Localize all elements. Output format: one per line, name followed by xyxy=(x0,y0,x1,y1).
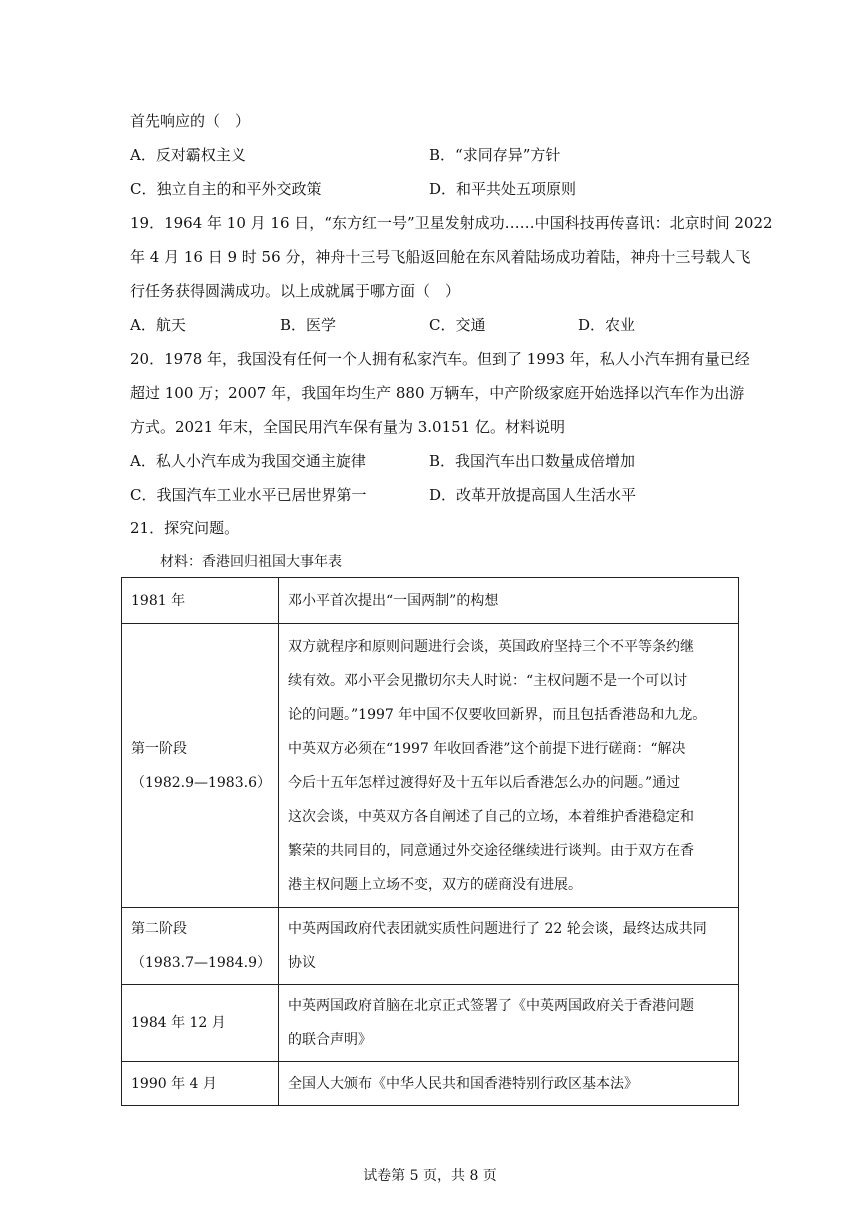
timeline-event-cell xyxy=(279,624,739,908)
table-row xyxy=(122,908,739,985)
q19-option-a: A．航天 xyxy=(130,316,186,334)
timeline-date-cell xyxy=(122,985,279,1062)
timeline-event-cell xyxy=(279,578,739,624)
q18-option-d: D．和平共处五项原则 xyxy=(429,180,577,198)
q19-stem-line-1: 19．1964 年 10 月 16 日，“东方红一号”卫星发射成功……中国科技再传喜讯：北京时间 2022 xyxy=(130,214,773,232)
q21-title: 21．探究问题。 xyxy=(130,519,240,537)
event-line: 中英两国政府代表团就实质性问题进行了 22 轮会谈，最终达成共同 xyxy=(288,921,707,937)
timeline-event-cell xyxy=(279,908,739,985)
hong-kong-timeline-table xyxy=(121,577,739,1106)
q18-option-c: C．独立自主的和平外交政策 xyxy=(130,180,322,198)
timeline-date-cell xyxy=(122,624,279,908)
date-line: 1981 年 xyxy=(131,592,186,609)
event-line: 协议 xyxy=(288,955,316,971)
q19-stem-line-3: 行任务获得圆满成功。以上成就属于哪方面（ ） xyxy=(130,282,461,300)
page-footer: 试卷第 5 页，共 8 页 xyxy=(363,1168,497,1184)
date-line: 第二阶段 xyxy=(131,921,187,937)
date-line: （1982.9—1983.6） xyxy=(131,774,271,791)
timeline-date-cell xyxy=(122,908,279,985)
q18-stem-tail: 首先响应的（ ） xyxy=(130,112,251,130)
timeline-date-cell xyxy=(122,1062,279,1106)
event-line: 中英两国政府首脑在北京正式签署了《中英两国政府关于香港问题 xyxy=(288,998,694,1014)
table-row xyxy=(122,1062,739,1106)
q19-option-b: B．医学 xyxy=(280,316,337,334)
event-line: 今后十五年怎样过渡得好及十五年以后香港怎么办的问题。”通过 xyxy=(288,774,681,791)
q19-option-c: C．交通 xyxy=(429,316,486,334)
q20-option-d: D．改革开放提高国人生活水平 xyxy=(429,486,637,504)
event-line: 邓小平首次提出“一国两制”的构想 xyxy=(288,592,499,609)
event-line: 续有效。邓小平会见撒切尔夫人时说：“主权问题不是一个可以讨 xyxy=(288,672,688,689)
event-line: 繁荣的共同目的，同意通过外交途径继续进行谈判。由于双方在香 xyxy=(288,842,694,859)
table-row xyxy=(122,578,739,624)
q20-option-c: C．我国汽车工业水平已居世界第一 xyxy=(130,486,367,504)
event-line: 论的问题。”1997 年中国不仅要收回新界，而且包括香港岛和九龙。 xyxy=(288,706,707,723)
table-caption: 材料：香港回归祖国大事年表 xyxy=(160,554,342,570)
q19-stem-line-2: 年 4 月 16 日 9 时 56 分，神舟十三号飞船返回舱在东风着陆场成功着陆，神舟十三号载人飞 xyxy=(130,248,751,266)
q18-option-a: A．反对霸权主义 xyxy=(130,146,246,164)
q20-option-b: B．我国汽车出口数量成倍增加 xyxy=(429,452,636,470)
q18-option-b: B．“求同存异”方针 xyxy=(429,146,561,164)
event-line: 中英双方必须在“1997 年收回香港”这个前提下进行磋商：“解决 xyxy=(288,740,686,757)
timeline-event-cell xyxy=(279,985,739,1062)
date-line: 1990 年 4 月 xyxy=(131,1075,217,1092)
q20-stem-line-1: 20．1978 年，我国没有任何一个人拥有私家汽车。但到了 1993 年，私人小汽车拥有量已经 xyxy=(130,350,750,368)
event-line: 的联合声明》 xyxy=(288,1032,372,1048)
q20-stem-line-2: 超过 100 万；2007 年，我国年均生产 880 万辆车，中产阶级家庭开始选择以汽车作为出游 xyxy=(130,384,745,402)
date-line: 1984 年 12 月 xyxy=(131,1015,226,1031)
date-line: 第一阶段 xyxy=(131,740,187,757)
event-line: 这次会谈，中英双方各自阐述了自己的立场，本着维护香港稳定和 xyxy=(288,808,694,825)
q19-option-d: D．农业 xyxy=(578,316,636,334)
event-line: 港主权问题上立场不变，双方的磋商没有进展。 xyxy=(288,876,582,893)
q20-option-a: A．私人小汽车成为我国交通主旋律 xyxy=(130,452,366,470)
event-line: 双方就程序和原则问题进行会谈，英国政府坚持三个不平等条约继 xyxy=(288,638,694,655)
event-line: 全国人大颁布《中华人民共和国香港特别行政区基本法》 xyxy=(288,1075,638,1092)
date-line: （1983.7—1984.9） xyxy=(131,955,271,971)
table-row xyxy=(122,985,739,1062)
table-row xyxy=(122,624,739,908)
q20-stem-line-3: 方式。2021 年末，全国民用汽车保有量为 3.0151 亿。材料说明 xyxy=(130,418,565,436)
timeline-date-cell xyxy=(122,578,279,624)
timeline-event-cell xyxy=(279,1062,739,1106)
